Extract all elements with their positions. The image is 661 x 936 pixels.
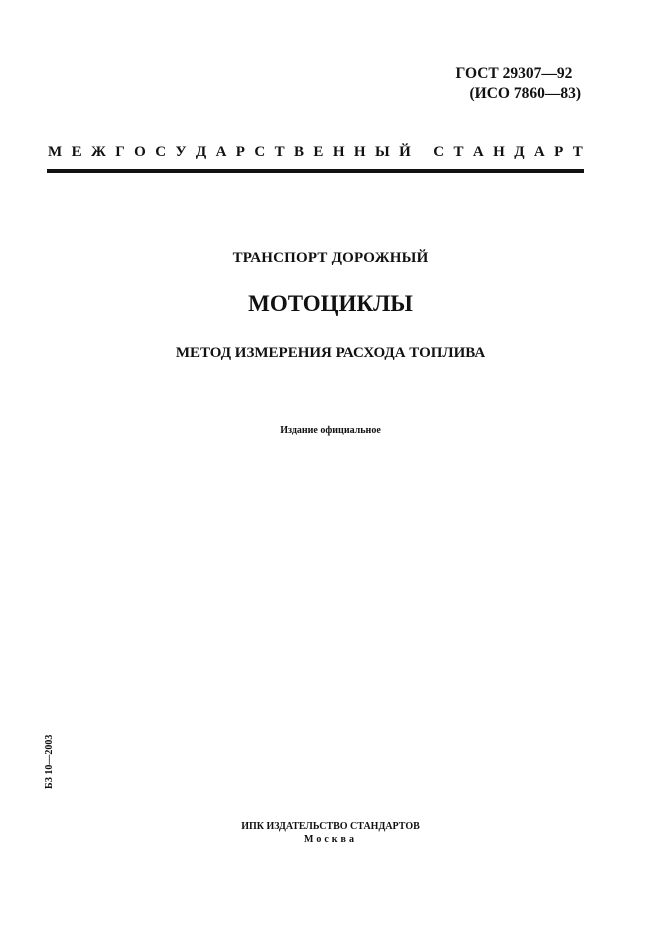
- banner-letter: Ы: [374, 144, 390, 160]
- banner-letter: А: [533, 144, 545, 160]
- standard-designation: [455, 64, 581, 104]
- banner-letter: А: [472, 144, 484, 160]
- banner-letter: У: [175, 144, 187, 160]
- banner-letter: Е: [71, 144, 82, 160]
- publisher-name: ИПК ИЗДАТЕЛЬСТВО СТАНДАРТОВ: [241, 821, 420, 832]
- banner-letter: Т: [453, 144, 464, 160]
- banner-letter: Й: [399, 144, 411, 160]
- banner-letter: Н: [493, 144, 505, 160]
- iso-number: (ИСО 7860—83): [469, 85, 581, 102]
- publisher-city: Москва: [304, 834, 357, 845]
- banner-letter: Д: [195, 144, 207, 160]
- banner-letter: Н: [353, 144, 366, 160]
- banner-letter: Д: [514, 144, 525, 160]
- side-code: БЗ 10—2003: [44, 734, 55, 789]
- gost-number: ГОСТ 29307—92: [455, 65, 573, 82]
- banner-letter: Р: [554, 144, 564, 160]
- banner-letter: С: [254, 144, 266, 160]
- banner-letter: О: [134, 144, 146, 160]
- banner-letter: Т: [572, 144, 583, 160]
- edition-note: Издание официальное: [280, 425, 381, 436]
- banner-letter: В: [294, 144, 305, 160]
- banner-letter: Т: [274, 144, 285, 160]
- banner-letter: Р: [235, 144, 245, 160]
- banner-letter: М: [48, 144, 63, 160]
- banner-letter: С: [433, 144, 445, 160]
- banner-letter: Ж: [90, 144, 106, 160]
- standard-subtitle: МЕТОД ИЗМЕРЕНИЯ РАСХОДА ТОПЛИВА: [175, 345, 486, 361]
- standard-title: МОТОЦИКЛЫ: [248, 291, 413, 316]
- publisher-block: [0, 820, 661, 846]
- banner-letter: А: [215, 144, 227, 160]
- header-rule: [47, 169, 584, 173]
- banner-letter: Н: [332, 144, 345, 160]
- interstate-standard-banner: [48, 144, 583, 161]
- standard-category: ТРАНСПОРТ ДОРОЖНЫЙ: [232, 250, 429, 266]
- banner-word-gap: [420, 144, 424, 161]
- banner-letter: С: [155, 144, 167, 160]
- banner-letter: Е: [313, 144, 324, 160]
- banner-letter: Г: [115, 144, 125, 160]
